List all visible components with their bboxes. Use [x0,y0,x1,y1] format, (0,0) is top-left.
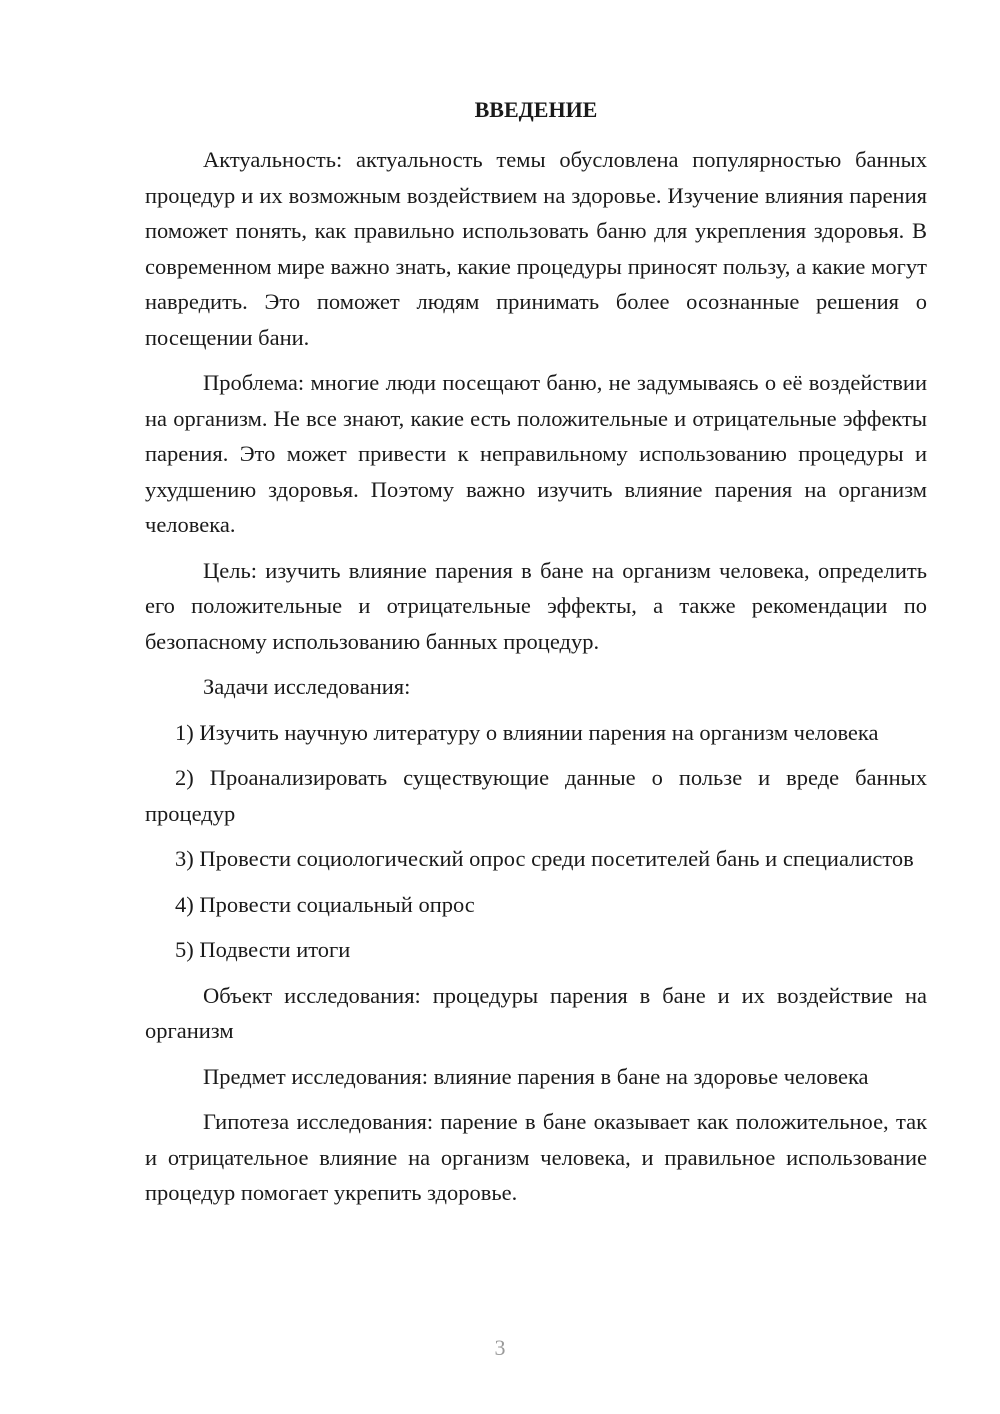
tasks-title: Задачи исследования: [203,674,411,699]
hypothesis-paragraph: Гипотеза исследования: парение в бане оказывает как положительное, так и отрицательное влияние на организм человека, и правильное использование процедур помогает укрепить здоровье. [145,1109,927,1205]
task-item-3: 3) Провести социологический опрос среди посетителей бань и специалистов [175,846,914,871]
page-number: 3 [494,1335,506,1360]
task-item-4: 4) Провести социальный опрос [175,891,475,917]
goal-paragraph: Цель: изучить влияние парения в бане на организм человека, определить его положительные и отрицательные эффекты, а также рекомендации по безопасному использованию банных процедур. [145,557,927,654]
task-item-2: 2) Проанализировать существующие данные о пользе и вреде банных процедур [145,765,927,826]
problem-paragraph: Проблема: многие люди посещают баню, не задумываясь о её воздействии на организм. Не все знают, какие есть положительные и отрицательные эффекты парения. Это может привести к неправильному использованию процедуры и ухудшению здоровья. Поэтому важно изучить влияние парения на организм человека. [145,370,927,537]
task-item-1: 1) Изучить научную литературу о влиянии парения на организм человека [175,719,879,745]
subject-paragraph: Предмет исследования: влияние парения в бане на здоровье человека [203,1063,869,1089]
object-paragraph: Объект исследования: процедуры парения в бане и их воздействие на организм [145,982,927,1043]
document-body [145,142,927,1211]
task-item-5: 5) Подвести итоги [175,937,351,962]
relevance-paragraph: Актуальность: актуальность темы обусловлена популярностью банных процедур и их возможным воздействием на здоровье. Изучение влияния парения поможет понять, как правильно использовать баню для укрепления здоровья. В современном мире важно знать, какие процедуры приносят пользу, а какие могут навредить. Это поможет людям принимать более осознанные решения о посещении бани. [145,147,927,350]
section-heading: ВВЕДЕНИЕ [474,97,598,122]
